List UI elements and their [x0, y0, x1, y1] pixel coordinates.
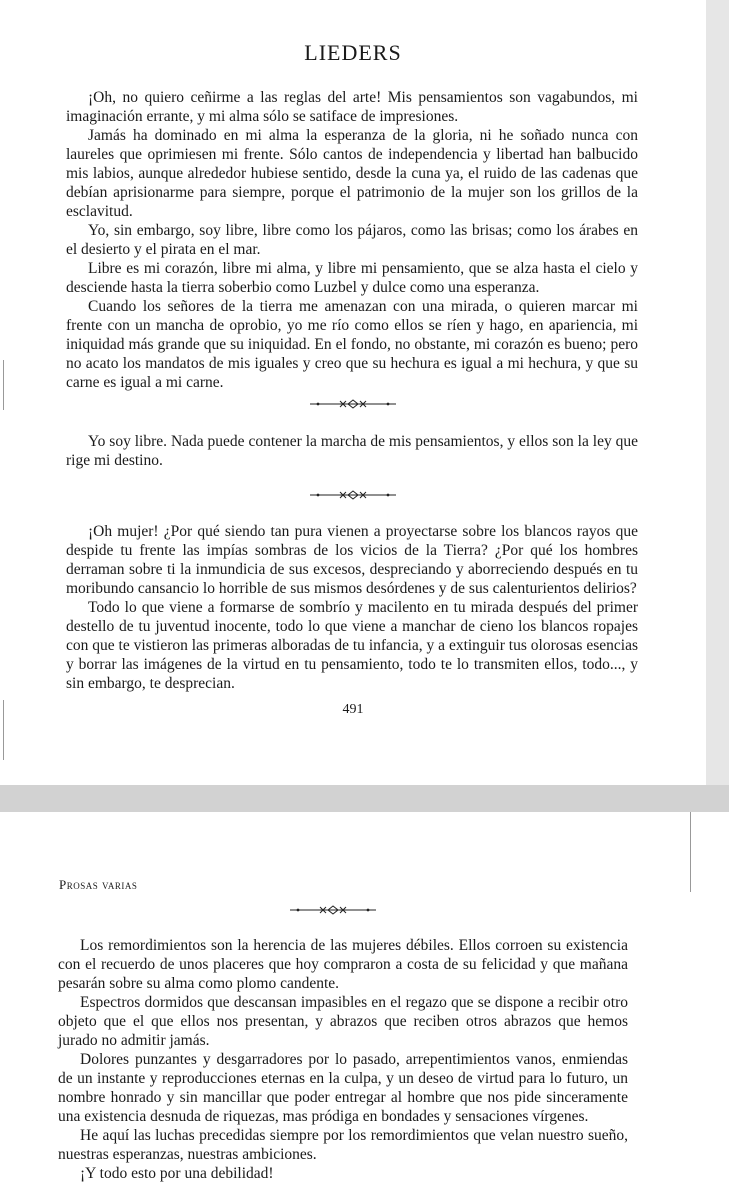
ornamental-divider-icon — [308, 489, 398, 501]
paragraph: Dolores punzantes y desgarradores por lo pasado, arrepentimientos vanos, enmiendas de un instante y reproducciones eternas en la culpa, y un deseo de virtud para lo futuro, un nombre honrado y sin mancillar que poder entregar al hombre que nos pide sinceramente una existencia desnuda de riquezas, mas pródiga en bondades y sensaciones vírgenes. — [58, 1051, 628, 1125]
book-page-492 — [0, 812, 729, 1200]
paragraph: He aquí las luchas precedidas siempre por los remordimientos que velan nuestro sueño, nuestras esperanzas, nuestras ambiciones. — [58, 1127, 628, 1163]
paragraph: Espectros dormidos que descansan impasibles en el regazo que se dispone a recibir otro objeto que el que ellos nos presentan, y abrazos que reciben otros abrazos que hemos jurado no admitir jamás. — [58, 994, 628, 1049]
paragraph: ¡Oh mujer! ¿Por qué siendo tan pura vienen a proyectarse sobre los blancos rayos que despide tu frente las impías sombras de los vicios de la Tierra? ¿Por qué los hombres derraman sobre ti la inmundicia de sus excesos, despreciando y aborreciendo después en tu moribundo cansancio lo horrible de sus mismos desórdenes y de sus calenturientos delirios? — [66, 523, 638, 597]
text-section-3 — [66, 522, 638, 693]
text-section-1 — [66, 88, 638, 392]
text-section-2 — [66, 432, 638, 470]
paragraph: Jamás ha dominado en mi alma la esperanza de la gloria, ni he soñado nunca con laureles que oprimiesen mi frente. Sólo cantos de independencia y libertad han balbucido mis labios, aunque alrededor hubiese sentido, desde la cuna ya, el ruido de las cadenas que debían aprisionarme para siempre, porque el patrimonio de la mujer son los grillos de la esclavitud. — [66, 127, 638, 220]
ornamental-divider-icon — [308, 398, 398, 410]
running-head — [59, 877, 137, 893]
scan-edge — [706, 0, 729, 785]
scan-mark — [3, 360, 4, 410]
paragraph: ¡Oh, no quiero ceñirme a las reglas del arte! Mis pensamientos son vagabundos, mi imaginación errante, y mi alma sólo se satiface de impresiones. — [66, 89, 638, 125]
paragraph: Yo soy libre. Nada puede contener la marcha de mis pensamientos, y ellos son la ley que rige mi destino. — [66, 433, 638, 469]
paragraph: Todo lo que viene a formarse de sombrío y macilento en tu mirada después del primer destello de tu juventud inocente, todo lo que viene a manchar de cieno los blancos ropajes con que te vistieron las primeras alboradas de tu infancia, y a extinguir tus olorosas esencias y borrar las imágenes de la virtud en tu pensamiento, todo te lo transmiten ellos, todo..., y sin embargo, te desprecian. — [66, 599, 638, 692]
scan-mark — [3, 700, 4, 760]
paragraph: Los remordimientos son la herencia de las mujeres débiles. Ellos corroen su existencia con el recuerdo de unos placeres que hoy compraron a costa de su felicidad y que mañana pesarán sobre su alma como plomo candente. — [58, 937, 628, 992]
paragraph: Cuando los señores de la tierra me amenazan con una mirada, o quieren marcar mi frente con un mancha de oprobio, yo me río como ellos se ríen y hago, en apariencia, mi iniquidad más grande que su iniquidad. En el fondo, no obstante, mi corazón es bueno; pero no acato los mandatos de mis iguales y creo que su hechura es igual a mi hechura, y que su carne es igual a mi carne. — [66, 298, 638, 391]
paragraph: Libre es mi corazón, libre mi alma, y libre mi pensamiento, que se alza hasta el cielo y desciende hasta la tierra soberbio como Luzbel y dulce como una esperanza. — [66, 260, 638, 296]
scan-mark — [690, 812, 691, 892]
page-number: 491 — [342, 702, 364, 717]
paragraph: Yo, sin embargo, soy libre, libre como los pájaros, como las brisas; como los árabes en el desierto y el pirata en el mar. — [66, 222, 638, 258]
paragraph: ¡Y todo esto por una debilidad! — [80, 1165, 274, 1182]
text-section-4 — [58, 936, 628, 1183]
running-head-text: Prosas varias — [59, 877, 138, 892]
page-title: LIEDERS — [304, 40, 402, 65]
page-separator — [0, 785, 729, 812]
ornamental-divider-icon — [288, 904, 378, 916]
